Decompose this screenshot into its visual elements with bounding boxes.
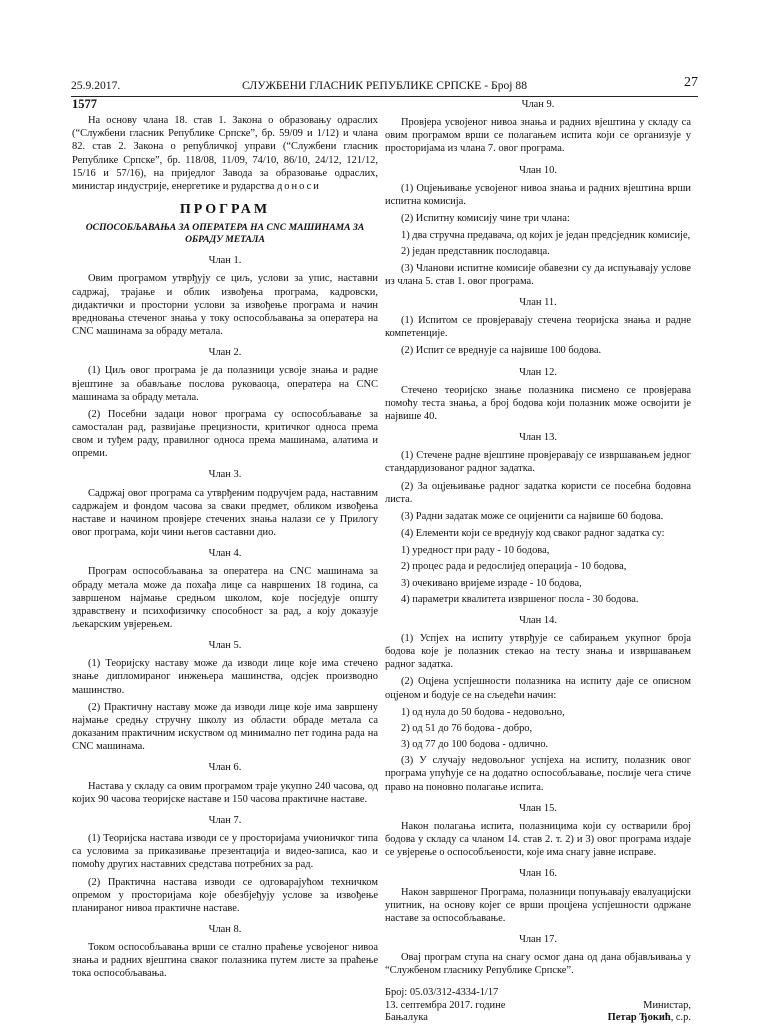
article-paragraph: (4) Елементи који се вреднују код сваког радног задатка су: xyxy=(401,528,665,540)
article-paragraph: (2) Практична настава изводи се одговарајућом техничком опремом у просторијама које обезбјеђују услове за извођење планираног нивоа практичне наставе. xyxy=(72,876,378,914)
preamble xyxy=(72,114,378,193)
article-paragraph: (1) Успјех на испиту утврђује се сабирањем укупног броја бодова које је полазник стекао на тесту знања и извршавањем радног задатка. xyxy=(385,633,691,671)
decision-place: Бањалука xyxy=(385,1012,428,1024)
article-paragraph: (2) Испит се вреднује са највише 100 бодова. xyxy=(401,345,602,357)
article-heading: Члан 15. xyxy=(519,802,557,814)
article-heading: Члан 11. xyxy=(519,296,557,308)
article-paragraph: (2) Практичну наставу може да изводи лице које има завршену најмање средњу стручну школу из области обраде метала са доказаним практичним искуством од минимално пет година рада на CNC машинама. xyxy=(72,701,378,753)
article-heading: Члан 10. xyxy=(519,164,557,176)
list-item: 1) од нула до 50 бодова - недовољно, xyxy=(401,706,565,718)
article-paragraph: Настава у складу са овим програмом траје укупно 240 часова, од којих 90 часова теоријске наставе и 150 часова практичне наставе. xyxy=(72,780,378,805)
article-heading: Члан 14. xyxy=(519,614,557,626)
article-paragraph: (3) Радни задатак може се оцијенити са највише 60 бодова. xyxy=(401,510,664,522)
article-paragraph: (3) Чланови испитне комисије обавезни су да испуњавају услове из члана 5. став 1. овог програма. xyxy=(385,262,691,287)
article-heading: Члан 13. xyxy=(519,432,557,444)
signatory-name: Петар Ђокић xyxy=(607,1012,671,1024)
signatory xyxy=(608,1012,691,1025)
list-item: 1) уредност при раду - 10 бодова, xyxy=(401,545,550,557)
list-item: 2) процес рада и редослијед операција - 10 бодова, xyxy=(401,561,627,573)
list-item: 3) од 77 до 100 бодова - одлично. xyxy=(401,739,549,751)
article-paragraph: (1) Оцјењивање усвојеног нивоа знања и радних вјештина врши испитна комисија. xyxy=(385,182,691,207)
article-paragraph: Стечено теоријско знање полазника писмено се провјерава помоћу теста знања, а број бодова који полазник може освојити је највише 40. xyxy=(385,384,691,422)
right-column xyxy=(385,98,691,1025)
article-paragraph: (1) Циљ овог програма је да полазници усвоје знања и радне вјештине за обављање послова руковаоца, оператера на CNC машинама за обраду метала. xyxy=(72,365,378,403)
article-paragraph: Садржај овог програма са утврђеним подручјем рада, наставним садржајем и фондом часова за сваки предмет, обликом извођења наставе и начином провјере стечених знања налази се у Прилогу овог програма, који чини његов саставни дио. xyxy=(72,487,378,539)
article-heading: Члан 2. xyxy=(208,347,242,359)
article-paragraph: (2) За оцјењивање радног задатка користи се посебна бодовна листа. xyxy=(385,480,691,505)
article-paragraph: (2) Посебни задаци новог програма су оспособљавање за самосталан рад, развијање прецизности, критичког односа према свом и туђем раду, правилног односа према машинама, алатима и опреми. xyxy=(72,408,378,460)
list-item: 1) два стручна предавача, од којих је један предсједник комисије, xyxy=(401,230,691,242)
article-paragraph: Провјера усвојеног нивоа знања и радних вјештина у складу са овим програмом врши се полагањем испита који се организује у просторијама из члана 7. овог програма. xyxy=(385,117,691,155)
article-paragraph: Програм оспособљавања за оператера на CNC машинама за обраду метала може да похађа лице са навршених 18 година, са завршеном најмање средњом школом, које посједује општу здравствену и психофизичку способност за рад, а коју доказује љекарским увјерењем. xyxy=(72,566,378,630)
article-heading: Члан 5. xyxy=(208,640,242,652)
gazette-title: СЛУЖБЕНИ ГЛАСНИК РЕПУБЛИКЕ СРПСКЕ - Број 88 xyxy=(241,79,528,92)
list-item: 4) параметри квалитета извршеног посла - 30 бодова. xyxy=(401,593,639,605)
program-title: ПРОГРАМ xyxy=(179,202,271,218)
signature-row xyxy=(385,1000,691,1013)
article-paragraph: (1) Испитом се провјеравају стечена теоријска знања и радне компетенције. xyxy=(385,315,691,340)
article-heading: Члан 8. xyxy=(208,923,242,935)
article-paragraph: (2) Оцјена успјешности полазника на испиту даје се описном оцјеном и бодује се на сљедећи начин: xyxy=(385,676,691,701)
program-subtitle: ОСПОСОБЉАВАЊА ЗА ОПЕРАТЕРА НА CNC МАШИНАМА ЗА ОБРАДУ МЕТАЛА xyxy=(85,222,365,246)
list-item: 3) очекивано вријеме израде - 10 бодова, xyxy=(401,577,582,589)
article-paragraph: (1) Теоријска настава изводи се у просторијама учионичког типа са условима за приказивање презентација и видео-записа, као и помоћу других наставних средстава потребних за рад. xyxy=(72,833,378,871)
list-item: 2) од 51 до 76 бодова - добро, xyxy=(401,722,533,734)
article-heading: Члан 12. xyxy=(519,366,557,378)
page-number: 27 xyxy=(684,75,698,90)
article-paragraph: Током оспособљавања врши се стално праћење усвојеног нивоа знања и радних вјештина сваког полазника путем листе за праћење тока оспособљавања. xyxy=(72,942,378,980)
article-paragraph: Након полагања испита, полазницима који су остварили број бодова у складу са чланом 14. став 2. т. 2) и 3) овог програма издаје се увјерење о оспособљености, које има снагу јавне исправе. xyxy=(385,820,691,859)
signatory-suffix: , с.р. xyxy=(670,1012,691,1024)
article-heading: Члан 4. xyxy=(208,548,242,560)
article-paragraph: Овим програмом утврђују се циљ, услови за упис, наставни садржај, трајање и облик извођења програма, кадровски, дидактички и просторни услови за извођење програма и начин вредновања стеченог знања у току оспособљавања за оператера на CNC машинама за обраду метала. xyxy=(72,273,378,338)
article-paragraph: (1) Стечене радне вјештине провјеравају се извршавањем једног стандардизованог радног задатка. xyxy=(385,450,691,475)
article-paragraph: Овај програм ступа на снагу осмог дана од дана објављивања у “Службеном гласнику Републике Српске”. xyxy=(385,952,691,977)
article-paragraph: (3) У случају недовољног успјеха на испиту, полазник овог програма упућује се на додатно оспособљавање, послије чега стиче право на поновно полагање испита. xyxy=(385,755,691,793)
document-number: 1577 xyxy=(72,97,97,111)
signature-block xyxy=(385,987,691,1025)
preamble-text: На основу члана 18. став 1. Закона о образовању одраслих (“Службени гласник Републике Српске”, бр. 59/09 и 1/12) и члана 82. став 2. Закона о републичкој управи (“Службени гласник Републике Српске”, бр. 118/08, 11/09, 74/10, 86/10, 24/12, 121/12, 15/16 и 57/16), на приједлог Завода за образовање одраслих, министар индустрије, енергетике и рударства xyxy=(72,115,378,192)
page-header xyxy=(71,75,698,97)
preamble-verb: доноси xyxy=(277,180,321,192)
article-paragraph: (1) Теоријску наставу може да изводи лице које има стечено знање дипломираног инжењера машинства, одсјек производно машинство. xyxy=(72,658,378,696)
article-paragraph: Након завршеног Програма, полазници попуњавају евалуацијски упитник, на основу којег се врши процјена успјешности одржане наставе за оспособљавање. xyxy=(385,886,691,924)
article-heading: Члан 17. xyxy=(519,933,557,945)
signatory-role: Министар, xyxy=(643,999,691,1011)
signature-row xyxy=(385,1012,691,1025)
decision-date: 13. септембра 2017. године xyxy=(385,999,506,1011)
article-heading: Члан 3. xyxy=(208,469,242,481)
decision-number: Број: 05.03/312-4334-1/17 xyxy=(385,987,499,999)
article-heading: Члан 9. xyxy=(521,99,555,110)
article-heading: Члан 1. xyxy=(208,255,242,267)
article-paragraph: (2) Испитну комисију чине три члана: xyxy=(401,213,570,225)
article-heading: Члан 16. xyxy=(519,868,557,880)
issue-date: 25.9.2017. xyxy=(71,79,121,92)
left-column xyxy=(72,98,378,985)
article-heading: Члан 7. xyxy=(208,814,242,826)
list-item: 2) један представник послодавца. xyxy=(401,246,550,258)
article-heading: Члан 6. xyxy=(208,762,242,774)
